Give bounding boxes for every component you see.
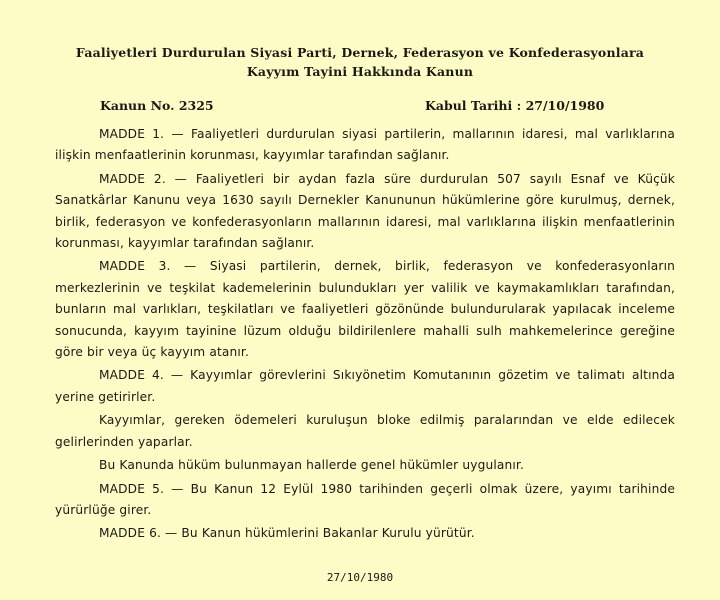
article-3: MADDE 3. — Siyasi partilerin, dernek, birlik, federasyon ve konfederasyonların merkezlerinin ve teşkilat kademelerinin bulundukları yer valilik ve kaymakamlıkları tarafından, bunların mal varlıkları, teşkilatları ve faaliyetleri gözönünde bulundurularak yapılacak inceleme sonucunda, kayyım tayinine lüzum olduğu bildirilenlere mahalli sulh mahkemelerince gereğine göre bir veya üç kayyım atanır. <box>55 259 675 360</box>
title-line-1: Faaliyetleri Durdurulan Siyasi Parti, Dernek, Federasyon ve Konfederasyonlara <box>75 45 645 60</box>
article-2: MADDE 2. — Faaliyetleri bir aydan fazla süre durdurulan 507 sayılı Esnaf ve Küçük Sanatkârlar Kanunu veya 1630 sayılı Dernekler Kanununun hükümlerine göre kurulmuş, dernek, birlik, federasyon ve konfederasyonların mallarının idaresi, mal varlıklarına ilişkin menfaatlerinin korunması, kayyımlar tarafından sağlanır. <box>55 171 675 251</box>
title-line-2: Kayyım Tayini Hakkında Kanun <box>246 64 474 79</box>
acceptance-date: Kabul Tarihi : 27/10/1980 <box>425 98 605 113</box>
article-4-paragraph-2: Kayyımlar, gereken ödemeleri kuruluşun bloke edilmiş paralarından ve elde edilecek gelirlerinden yaparlar. <box>55 413 675 449</box>
article-6: MADDE 6. — Bu Kanun hükümlerini Bakanlar Kurulu yürütür. <box>99 526 475 541</box>
law-number: Kanun No. 2325 <box>100 98 214 113</box>
footer-date: 27/10/1980 <box>326 571 394 584</box>
article-5: MADDE 5. — Bu Kanun 12 Eylül 1980 tarihinden geçerli olmak üzere, yayımı tarihinde yürürlüğe girer. <box>55 481 675 517</box>
article-4-paragraph-3: Bu Kanunda hüküm bulunmayan hallerde genel hükümler uygulanır. <box>99 458 524 473</box>
article-1: MADDE 1. — Faaliyetleri durdurulan siyasi partilerin, mallarının idaresi, mal varlıklarına ilişkin menfaatlerinin korunması, kayyımlar tarafından sağlanır. <box>55 127 675 163</box>
document-body <box>55 124 675 545</box>
article-4: MADDE 4. — Kayyımlar görevlerini Sıkıyönetim Komutanının gözetim ve talimatı altında yerine getirirler. <box>55 368 675 404</box>
